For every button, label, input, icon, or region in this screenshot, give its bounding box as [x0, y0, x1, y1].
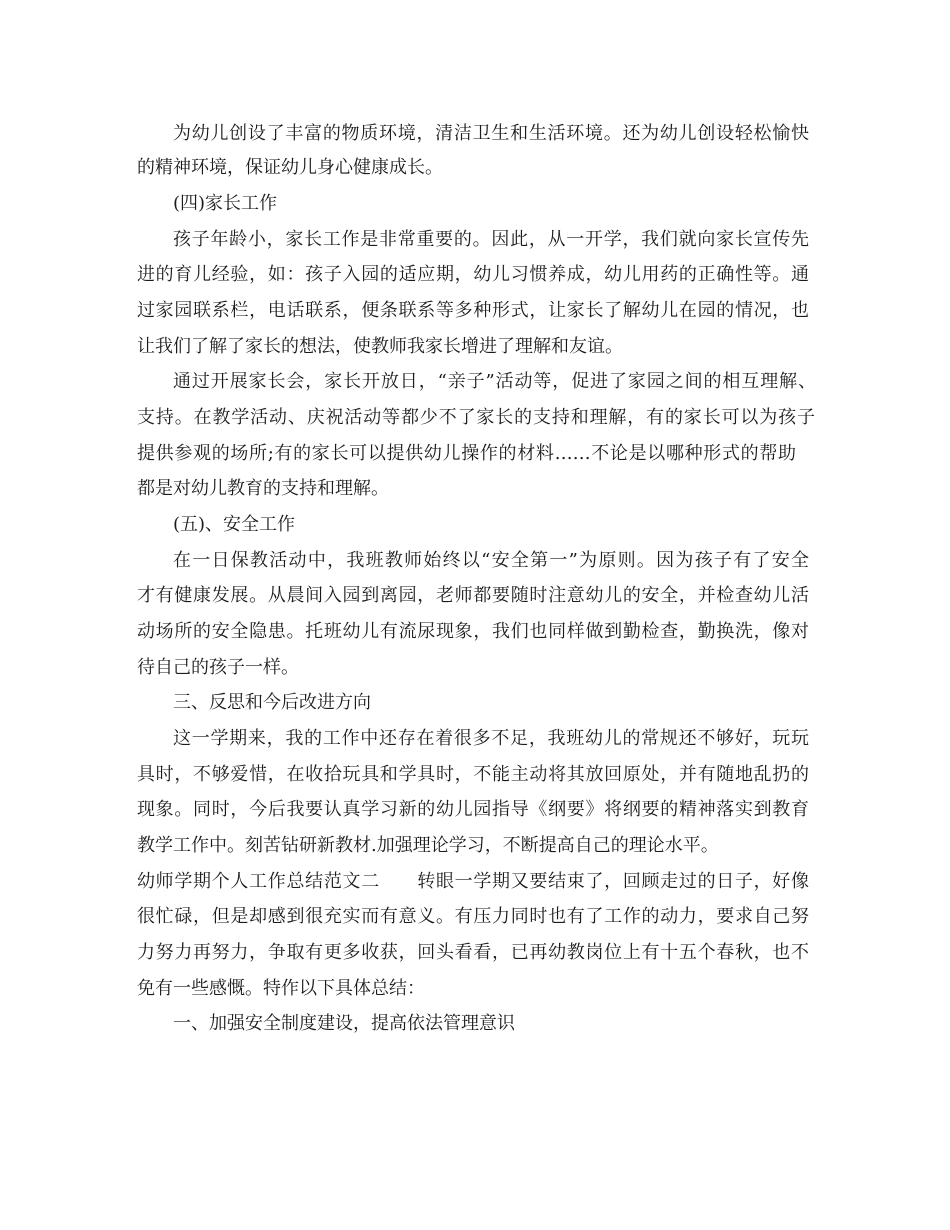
text-line: 教学工作中。刻苦钻研新教材.加强理论学习，不断提高自己的理论水平。: [137, 835, 719, 856]
text-line: 进的育儿经验，如：孩子入园的适应期，幼儿习惯养成，幼儿用药的正确性等。通: [137, 264, 809, 285]
section-heading: 一、加强安全制度建设，提高依法管理意识: [173, 1013, 515, 1034]
text-line: 幼师学期个人工作总结范文二 转眼一学期又要结束了，回顾走过的日子，好像: [137, 871, 809, 892]
text-line: 都是对幼儿教育的支持和理解。: [137, 478, 389, 499]
text-line: 待自己的孩子一样。: [137, 657, 299, 678]
text-line: 过家园联系栏，电话联系，便条联系等多种形式，让家长了解幼儿在园的情况，也: [137, 300, 809, 321]
text-line: 让我们了解了家长的想法，使教师我家长增进了理解和友谊。: [137, 336, 623, 357]
text-line: 在一日保教活动中，我班教师始终以“安全第一”为原则。因为孩子有了安全: [173, 550, 809, 571]
section-heading: (四)家长工作: [173, 193, 278, 214]
text-line: 通过开展家长会，家长开放日，“亲子”活动等，促进了家园之间的相互理解、: [173, 371, 816, 392]
text-line: 力努力再努力，争取有更多收获，回头看看，已再幼教岗位上有十五个春秋，也不: [137, 942, 809, 963]
text-line: 动场所的安全隐患。托班幼儿有流尿现象，我们也同样做到勤检查，勤换洗，像对: [137, 621, 809, 642]
text-line: 免有一些感慨。特作以下具体总结：: [137, 978, 425, 999]
text-line: 现象。同时，今后我要认真学习新的幼儿园指导《纲要》将纲要的精神落实到教育: [137, 799, 809, 820]
text-line: 这一学期来，我的工作中还存在着很多不足，我班幼儿的常规还不够好，玩玩: [173, 728, 809, 749]
text-line: 很忙碌，但是却感到很充实而有意义。有压力同时也有了工作的动力，要求自己努: [137, 906, 809, 927]
text-line: 孩子年龄小，家长工作是非常重要的。因此，从一开学，我们就向家长宣传先: [173, 229, 809, 250]
text-line: 支持。在教学活动、庆祝活动等都少不了家长的支持和理解，有的家长可以为孩子: [137, 407, 815, 428]
text-line: 提供参观的场所;有的家长可以提供幼儿操作的材料……不论是以哪种形式的帮助: [137, 443, 796, 464]
text-line: 为幼儿创设了丰富的物质环境，清洁卫生和生活环境。还为幼儿创设轻松愉快: [173, 123, 809, 144]
section-heading: 三、反思和今后改进方向: [173, 692, 371, 713]
text-line: 才有健康发展。从晨间入园到离园，老师都要随时注意幼儿的安全，并检查幼儿活: [137, 585, 809, 606]
text-line: 具时，不够爱惜，在收拾玩具和学具时，不能主动将其放回原处，并有随地乱扔的: [137, 764, 809, 785]
text-line: 的精神环境，保证幼儿身心健康成长。: [137, 157, 443, 178]
section-heading: (五)、安全工作: [173, 514, 296, 535]
